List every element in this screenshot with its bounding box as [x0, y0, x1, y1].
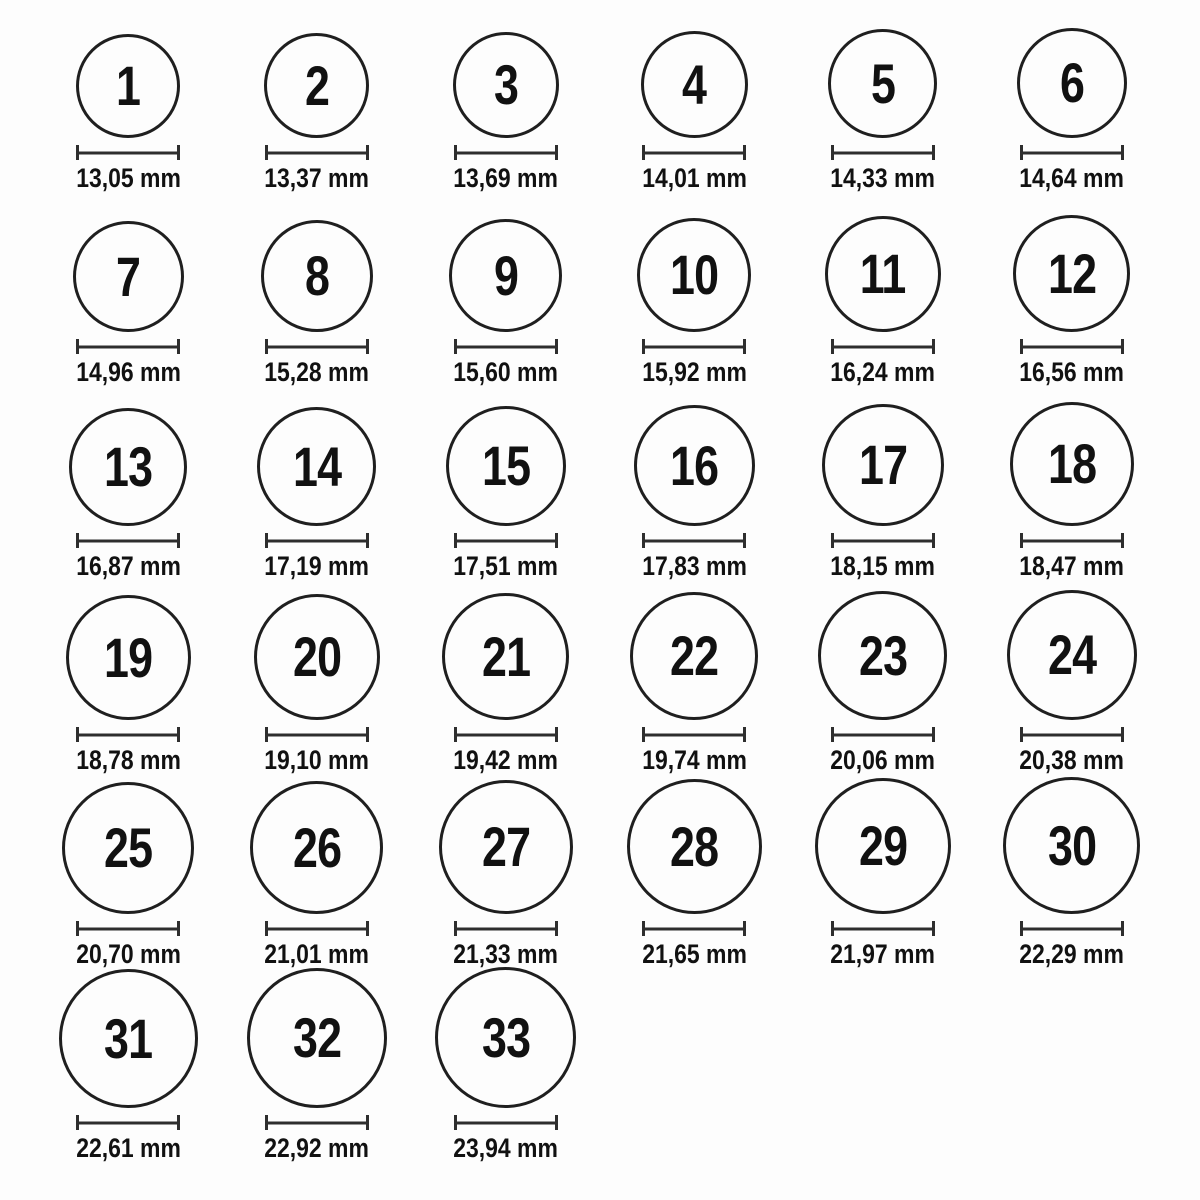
diameter-measure-line [831, 727, 935, 742]
ring-diameter-label: 13,37 mm [264, 163, 370, 193]
measure-tick-right-icon [743, 921, 746, 936]
ring-size-number: 14 [292, 434, 342, 498]
ring-circle [627, 779, 762, 914]
ring-circle [818, 591, 947, 720]
ring-circle [250, 781, 383, 914]
ring-size-item [254, 600, 380, 794]
ring-size-item [818, 600, 947, 794]
measure-bar [78, 539, 178, 542]
ring-size-item [247, 988, 387, 1182]
ring-diameter-label: 19,10 mm [264, 745, 370, 775]
ring-size-item [1007, 600, 1137, 794]
ring-diameter-label: 14,33 mm [830, 163, 936, 193]
diameter-measure-line [76, 339, 180, 354]
diameter-measure-line [76, 921, 180, 936]
measure-bar [1022, 151, 1122, 154]
measure-tick-right-icon [366, 1115, 369, 1130]
ring-size-number: 32 [292, 1006, 342, 1069]
measure-tick-right-icon [555, 145, 558, 160]
ring-circle [815, 778, 951, 914]
ring-diameter-label: 16,24 mm [830, 357, 936, 387]
ring-size-item [821, 406, 944, 600]
ring-size-number: 30 [1047, 813, 1096, 877]
ring-size-number: 6 [1059, 51, 1084, 114]
measure-bar [267, 345, 367, 348]
measure-bar [456, 345, 556, 348]
ring-size-number: 1 [116, 54, 141, 117]
measure-bar [456, 539, 556, 542]
measure-bar [644, 539, 744, 542]
ring-diameter-label: 15,92 mm [642, 357, 747, 387]
ring-diameter-label: 22,92 mm [264, 1133, 370, 1163]
ring-size-item [444, 18, 567, 212]
measure-bar [833, 539, 933, 542]
measure-tick-right-icon [1121, 727, 1124, 742]
measure-bar [78, 733, 178, 736]
measure-tick-right-icon [177, 339, 180, 354]
measure-tick-right-icon [177, 727, 180, 742]
ring-size-item [444, 406, 567, 600]
measure-tick-right-icon [1121, 339, 1124, 354]
ring-diameter-label: 18,15 mm [830, 551, 936, 581]
ring-size-item [1010, 18, 1133, 212]
ring-diameter-label: 21,01 mm [264, 939, 370, 969]
diameter-measure-line [1020, 727, 1124, 742]
diameter-measure-line [265, 145, 369, 160]
diameter-measure-line [831, 145, 935, 160]
ring-diameter-label: 17,51 mm [453, 551, 558, 581]
ring-size-number: 27 [481, 815, 530, 878]
measure-bar [456, 927, 556, 930]
ring-size-item [255, 212, 378, 406]
ring-circle [634, 405, 755, 526]
ring-diameter-label: 13,69 mm [453, 163, 558, 193]
diameter-measure-line [831, 533, 935, 548]
ring-diameter-label: 21,65 mm [642, 939, 747, 969]
diameter-measure-line [454, 1115, 558, 1130]
measure-bar [833, 927, 933, 930]
measure-tick-right-icon [1121, 921, 1124, 936]
ring-size-item [1003, 794, 1140, 988]
ring-size-item [1010, 406, 1134, 600]
ring-circle [62, 782, 194, 914]
diameter-measure-line [642, 727, 746, 742]
measure-bar [456, 733, 556, 736]
ring-circle [254, 594, 380, 720]
ring-size-item [62, 794, 194, 988]
diameter-measure-line [265, 1115, 369, 1130]
diameter-measure-line [642, 533, 746, 548]
diameter-measure-line [1020, 339, 1124, 354]
measure-bar [833, 151, 933, 154]
diameter-measure-line [642, 921, 746, 936]
measure-bar [644, 733, 744, 736]
ring-size-item [444, 212, 567, 406]
diameter-measure-line [76, 533, 180, 548]
diameter-measure-line [265, 921, 369, 936]
measure-bar [1022, 345, 1122, 348]
diameter-measure-line [76, 1115, 180, 1130]
ring-diameter-label: 15,28 mm [264, 357, 370, 387]
measure-bar [1022, 733, 1122, 736]
measure-tick-right-icon [555, 533, 558, 548]
ring-diameter-label: 22,29 mm [1019, 939, 1124, 969]
diameter-measure-line [1020, 145, 1124, 160]
ring-diameter-label: 18,47 mm [1019, 551, 1124, 581]
ring-size-number: 25 [104, 816, 153, 879]
measure-tick-right-icon [932, 339, 935, 354]
ring-size-item [633, 406, 756, 600]
measure-tick-right-icon [366, 727, 369, 742]
measure-bar [644, 927, 744, 930]
ring-diameter-label: 14,96 mm [76, 357, 181, 387]
ring-size-item [821, 212, 944, 406]
measure-tick-right-icon [177, 145, 180, 160]
diameter-measure-line [454, 921, 558, 936]
diameter-measure-line [831, 921, 935, 936]
ring-circle [442, 593, 569, 720]
measure-tick-right-icon [932, 533, 935, 548]
diameter-measure-line [642, 145, 746, 160]
ring-size-number: 13 [104, 435, 153, 498]
measure-tick-right-icon [932, 727, 935, 742]
measure-tick-right-icon [366, 339, 369, 354]
ring-size-number: 22 [670, 624, 719, 687]
ring-circle [66, 595, 191, 720]
measure-bar [78, 927, 178, 930]
ring-size-item [633, 18, 756, 212]
ring-diameter-label: 20,38 mm [1019, 745, 1124, 775]
measure-bar [456, 1121, 556, 1124]
ring-size-number: 17 [858, 433, 908, 496]
ring-circle [439, 780, 573, 914]
ring-circle [641, 31, 748, 138]
measure-bar [267, 1121, 367, 1124]
measure-tick-right-icon [177, 921, 180, 936]
ring-size-item [250, 794, 383, 988]
diameter-measure-line [831, 339, 935, 354]
ring-size-number: 24 [1047, 623, 1096, 686]
ring-circle [453, 32, 559, 138]
measure-tick-right-icon [555, 339, 558, 354]
measure-tick-right-icon [366, 921, 369, 936]
diameter-measure-line [76, 145, 180, 160]
ring-circle [630, 592, 758, 720]
ring-diameter-label: 14,64 mm [1019, 163, 1124, 193]
ring-circle [637, 218, 751, 332]
ring-circle [76, 34, 180, 138]
ring-diameter-label: 19,74 mm [642, 745, 747, 775]
ring-size-item [627, 794, 762, 988]
diameter-measure-line [454, 339, 558, 354]
measure-bar [833, 345, 933, 348]
measure-tick-right-icon [366, 145, 369, 160]
ring-size-item [67, 212, 190, 406]
measure-tick-right-icon [743, 145, 746, 160]
ring-size-item [255, 18, 378, 212]
ring-size-item [66, 600, 191, 794]
ring-size-number: 10 [670, 243, 719, 306]
ring-size-number: 26 [292, 815, 342, 879]
diameter-measure-line [1020, 921, 1124, 936]
ring-size-number: 20 [292, 625, 342, 688]
measure-bar [456, 151, 556, 154]
ring-diameter-label: 16,87 mm [76, 551, 181, 581]
measure-bar [267, 733, 367, 736]
ring-circle [247, 968, 387, 1108]
ring-size-number: 12 [1047, 241, 1096, 305]
measure-bar [78, 345, 178, 348]
ring-diameter-label: 17,19 mm [264, 551, 370, 581]
diameter-measure-line [454, 727, 558, 742]
measure-tick-right-icon [555, 1115, 558, 1130]
measure-tick-right-icon [743, 727, 746, 742]
ring-size-number: 29 [858, 814, 908, 877]
ring-circle [1013, 215, 1130, 332]
ring-size-number: 15 [481, 434, 530, 497]
ring-circle [261, 220, 373, 332]
ring-circle [446, 406, 566, 526]
ring-size-number: 16 [670, 433, 719, 497]
ring-size-item [1010, 212, 1133, 406]
ring-size-item [439, 794, 573, 988]
ring-circle [828, 29, 937, 138]
diameter-measure-line [642, 339, 746, 354]
ring-size-number: 28 [670, 814, 719, 878]
ring-size-item [821, 18, 944, 212]
ring-circle [257, 407, 376, 526]
ring-size-number: 9 [493, 243, 518, 307]
ring-diameter-label: 20,06 mm [830, 745, 936, 775]
measure-bar [78, 151, 178, 154]
diameter-measure-line [265, 727, 369, 742]
measure-tick-right-icon [555, 727, 558, 742]
ring-diameter-label: 13,05 mm [76, 163, 181, 193]
measure-bar [833, 733, 933, 736]
ring-size-number: 18 [1047, 432, 1096, 495]
ring-circle [435, 967, 576, 1108]
ring-size-item [633, 212, 756, 406]
ring-size-item [442, 600, 569, 794]
measure-tick-right-icon [366, 533, 369, 548]
ring-size-number: 5 [870, 51, 896, 115]
ring-circle [59, 969, 198, 1108]
measure-bar [644, 151, 744, 154]
measure-bar [78, 1121, 178, 1124]
ring-size-item [630, 600, 758, 794]
ring-circle [73, 221, 184, 332]
measure-bar [267, 151, 367, 154]
ring-size-number: 21 [481, 624, 530, 688]
ring-size-number: 4 [682, 52, 707, 116]
ring-size-number: 2 [304, 53, 330, 117]
ring-diameter-label: 19,42 mm [453, 745, 558, 775]
measure-tick-right-icon [1121, 145, 1124, 160]
measure-tick-right-icon [177, 533, 180, 548]
measure-tick-right-icon [932, 145, 935, 160]
ring-circle [69, 408, 187, 526]
ring-size-number: 23 [858, 623, 908, 687]
ring-circle [1017, 28, 1127, 138]
ring-size-number: 3 [493, 53, 518, 116]
measure-tick-right-icon [743, 533, 746, 548]
ring-size-item [435, 988, 576, 1182]
ring-size-item [815, 794, 951, 988]
ring-circle [825, 216, 941, 332]
ring-circle [1003, 777, 1140, 914]
ring-circle [264, 33, 369, 138]
ring-size-number: 11 [860, 242, 906, 305]
measure-bar [644, 345, 744, 348]
measure-bar [267, 539, 367, 542]
diameter-measure-line [76, 727, 180, 742]
ring-diameter-label: 14,01 mm [642, 163, 747, 193]
measure-tick-right-icon [743, 339, 746, 354]
diameter-measure-line [265, 339, 369, 354]
measure-tick-right-icon [1121, 533, 1124, 548]
ring-size-number: 7 [116, 244, 141, 308]
ring-circle [449, 219, 562, 332]
diameter-measure-line [1020, 533, 1124, 548]
ring-size-item [67, 406, 190, 600]
ring-size-number: 33 [481, 1005, 530, 1069]
ring-diameter-label: 15,60 mm [453, 357, 558, 387]
ring-diameter-label: 20,70 mm [76, 939, 181, 969]
measure-bar [267, 927, 367, 930]
measure-bar [1022, 927, 1122, 930]
ring-size-number: 31 [104, 1006, 153, 1070]
ring-circle [1007, 590, 1137, 720]
measure-tick-right-icon [177, 1115, 180, 1130]
ring-diameter-label: 17,83 mm [642, 551, 747, 581]
ring-size-item [59, 988, 198, 1182]
ring-diameter-label: 21,33 mm [453, 939, 558, 969]
ring-size-item [67, 18, 190, 212]
ring-diameter-label: 21,97 mm [830, 939, 936, 969]
ring-circle [1010, 402, 1134, 526]
ring-diameter-label: 23,94 mm [453, 1133, 558, 1163]
ring-diameter-label: 22,61 mm [76, 1133, 181, 1163]
ring-size-number: 8 [304, 244, 330, 307]
ring-size-item [255, 406, 378, 600]
measure-tick-right-icon [555, 921, 558, 936]
ring-diameter-label: 18,78 mm [76, 745, 181, 775]
diameter-measure-line [265, 533, 369, 548]
diameter-measure-line [454, 533, 558, 548]
ring-diameter-label: 16,56 mm [1019, 357, 1124, 387]
diameter-measure-line [454, 145, 558, 160]
measure-tick-right-icon [932, 921, 935, 936]
measure-bar [1022, 539, 1122, 542]
ring-size-number: 19 [104, 625, 153, 689]
ring-circle [822, 404, 944, 526]
